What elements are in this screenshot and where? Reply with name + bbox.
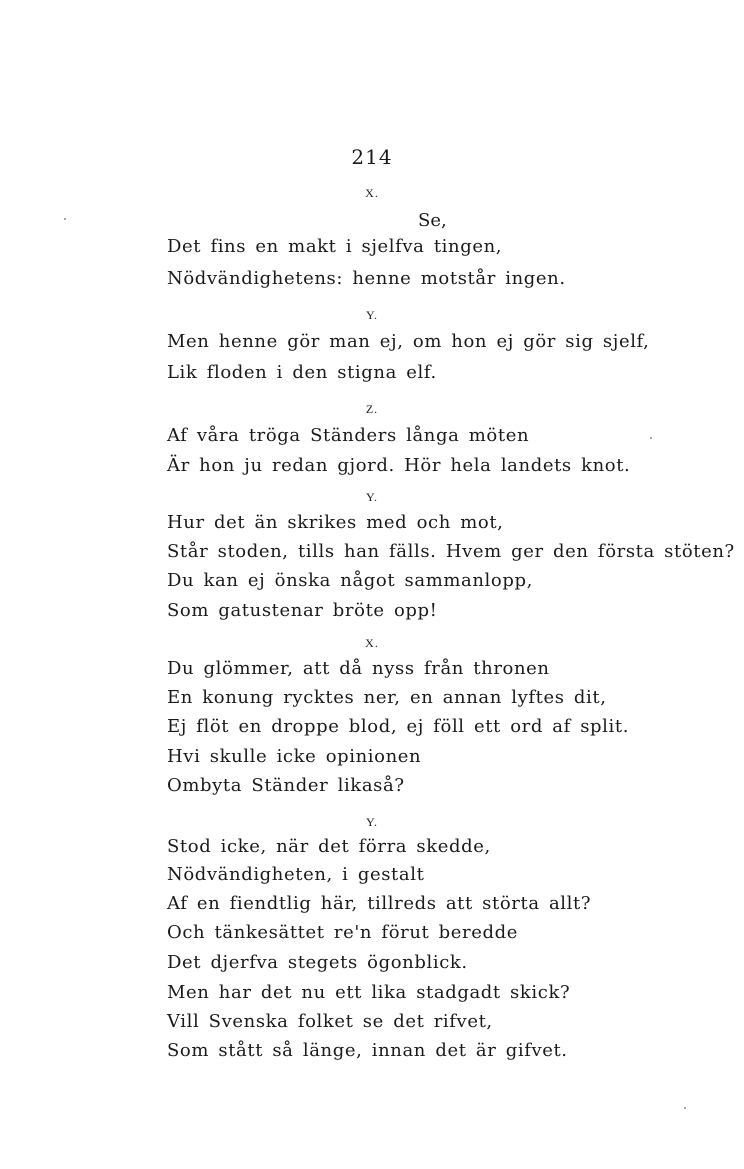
verse-line: Står stoden, tills han fälls. Hvem ger den första stöten? — [167, 541, 735, 562]
speaker-label: Y. — [365, 815, 379, 829]
verse-line: Men har det nu ett lika stadgadt skick? — [167, 982, 571, 1003]
verse-line-indented: Se, — [418, 210, 447, 231]
paper-speck — [64, 218, 66, 220]
verse-line: Ombyta Ständer likaså? — [167, 775, 405, 796]
verse-line: Nödvändighetens: henne motstår ingen. — [167, 268, 566, 289]
verse-line: Du kan ej önska något sammanlopp, — [167, 570, 533, 591]
verse-line: Lik floden i den stigna elf. — [167, 362, 437, 383]
verse-line: Men henne gör man ej, om hon ej gör sig sjelf, — [167, 331, 650, 352]
speaker-label: X. — [365, 186, 379, 200]
verse-line: Hur det än skrikes med och mot, — [167, 512, 504, 533]
verse-line: Det fins en makt i sjelfva tingen, — [167, 236, 503, 257]
verse-line: Som stått så länge, innan det är gifvet. — [167, 1040, 568, 1061]
verse-line: Du glömmer, att då nyss från thronen — [167, 658, 550, 679]
verse-line: Nödvändigheten, i gestalt — [167, 864, 425, 885]
verse-line: Vill Svenska folket se det rifvet, — [167, 1011, 493, 1032]
speaker-label: Y. — [365, 490, 379, 504]
speaker-label: Y. — [365, 308, 379, 322]
verse-line: Är hon ju redan gjord. Hör hela landets knot. — [167, 455, 631, 476]
verse-line: En konung rycktes ner, en annan lyftes dit, — [167, 687, 607, 708]
verse-line: Som gatustenar bröte opp! — [167, 600, 438, 621]
paper-speck — [650, 437, 652, 439]
verse-line: Hvi skulle icke opinionen — [167, 746, 422, 767]
verse-line: Ej flöt en droppe blod, ej föll ett ord af split. — [167, 716, 630, 737]
verse-line: Af en fiendtlig här, tillreds att störta allt? — [167, 893, 592, 914]
verse-line: Och tänkesättet re'n förut beredde — [167, 922, 519, 943]
verse-line: Af våra tröga Ständers långa möten — [167, 425, 530, 446]
verse-line: Stod icke, när det förra skedde, — [167, 836, 491, 857]
paper-speck — [684, 1107, 686, 1109]
speaker-label: Z. — [365, 402, 379, 416]
verse-line: Det djerfva stegets ögonblick. — [167, 952, 468, 973]
speaker-label: X. — [365, 636, 379, 650]
page-number: 214 — [351, 145, 393, 169]
